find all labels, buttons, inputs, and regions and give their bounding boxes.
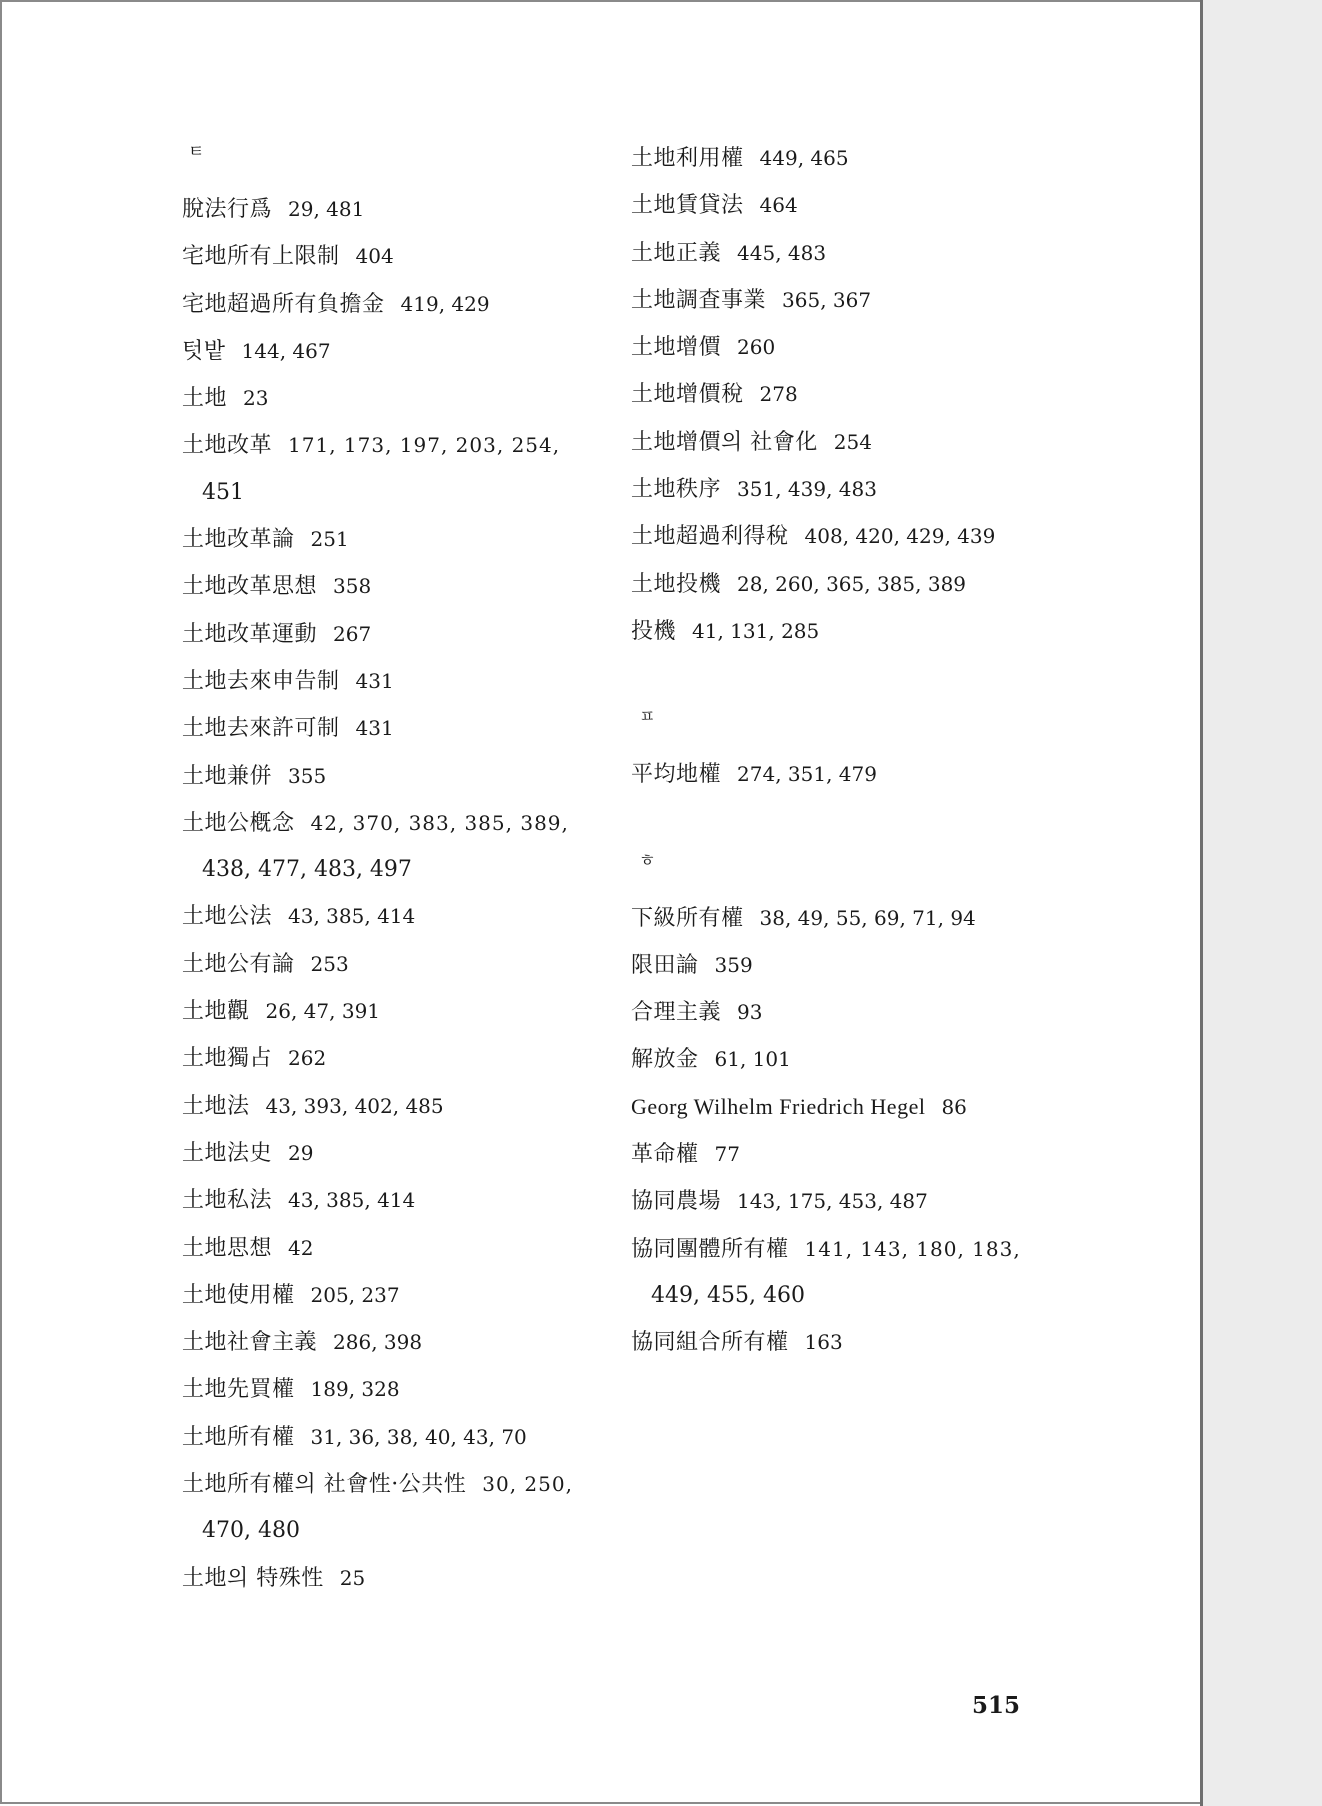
index-entry bbox=[631, 466, 1101, 513]
index-entry bbox=[182, 1083, 602, 1130]
index-entry bbox=[631, 371, 1101, 418]
index-term: 限田論 bbox=[631, 952, 699, 978]
index-term: 協同組合所有權 bbox=[631, 1330, 789, 1356]
index-entry bbox=[631, 989, 1101, 1036]
page-refs: 254 bbox=[833, 429, 872, 454]
page-refs: 286, 398 bbox=[333, 1330, 423, 1355]
index-entry bbox=[182, 988, 602, 1035]
page-refs-continued: 451 bbox=[202, 479, 244, 505]
page-refs-continued: 449, 455, 460 bbox=[651, 1282, 805, 1308]
index-term: 解放金 bbox=[631, 1047, 699, 1073]
index-term: 宅地超過所有負擔金 bbox=[182, 291, 385, 317]
index-entry bbox=[182, 1414, 602, 1461]
index-entry bbox=[182, 1555, 602, 1602]
index-entry bbox=[182, 800, 602, 847]
page-refs: 23 bbox=[243, 386, 269, 411]
index-term: 土地의 特殊性 bbox=[182, 1565, 324, 1591]
index-entry bbox=[182, 941, 602, 988]
index-entry bbox=[182, 233, 602, 280]
index-entry bbox=[631, 135, 1101, 182]
index-term: 土地超過利得稅 bbox=[631, 524, 789, 550]
index-term: 土地思想 bbox=[182, 1235, 273, 1261]
index-term: 土地獨占 bbox=[182, 1046, 273, 1072]
page-refs: 29, 481 bbox=[288, 197, 365, 221]
page-refs: 25 bbox=[339, 1565, 366, 1590]
index-column-left bbox=[182, 142, 602, 1602]
page-refs: 464 bbox=[759, 193, 798, 218]
page-refs: 358 bbox=[333, 574, 372, 599]
index-term: 協同農場 bbox=[631, 1189, 722, 1215]
index-term: 土地先買權 bbox=[182, 1377, 295, 1403]
page-refs: 189, 328 bbox=[310, 1377, 400, 1402]
index-term: 土地 bbox=[182, 386, 228, 412]
index-entry bbox=[631, 277, 1101, 324]
index-entry bbox=[182, 1319, 602, 1366]
index-term: 下級所有權 bbox=[631, 905, 744, 931]
index-term: 土地增價 bbox=[631, 335, 722, 361]
page-refs: 445, 483 bbox=[737, 240, 827, 265]
section-gap bbox=[631, 655, 1101, 707]
index-entry bbox=[182, 186, 602, 233]
index-entry bbox=[631, 419, 1101, 466]
page-refs: 42, 370, 383, 385, 389, bbox=[310, 810, 569, 835]
index-term: 土地使用權 bbox=[182, 1282, 295, 1308]
index-term: 土地秩序 bbox=[631, 477, 722, 503]
index-term: 土地法史 bbox=[182, 1140, 273, 1166]
index-entry bbox=[182, 658, 602, 705]
index-entry bbox=[182, 1177, 602, 1224]
page-refs: 171, 173, 197, 203, 254, bbox=[288, 433, 561, 458]
page-refs: 355 bbox=[288, 763, 327, 788]
page-refs: 253 bbox=[310, 951, 349, 976]
index-term: 土地觀 bbox=[182, 999, 250, 1025]
page-refs: 141, 143, 180, 183, bbox=[804, 1236, 1021, 1261]
page-refs: 351, 439, 483 bbox=[737, 477, 877, 502]
page-refs: 449, 465 bbox=[759, 146, 849, 170]
index-term: 土地正義 bbox=[631, 240, 722, 266]
index-entry bbox=[182, 1366, 602, 1413]
page-refs: 42 bbox=[288, 1235, 314, 1260]
index-term: 土地改革論 bbox=[182, 527, 295, 553]
index-entry bbox=[631, 608, 1101, 655]
page-refs: 278 bbox=[759, 382, 798, 407]
index-term: 投機 bbox=[631, 618, 677, 644]
index-entry bbox=[631, 942, 1101, 989]
index-entry bbox=[631, 324, 1101, 371]
page-refs: 43, 393, 402, 485 bbox=[265, 1093, 444, 1118]
page-refs: 93 bbox=[737, 1000, 763, 1025]
page-refs: 30, 250, bbox=[482, 1472, 573, 1497]
page-refs: 419, 429 bbox=[400, 291, 490, 316]
page-refs-continued: 438, 477, 483, 497 bbox=[202, 857, 412, 883]
index-term: 革命權 bbox=[631, 1142, 699, 1168]
page-refs: 144, 467 bbox=[241, 338, 331, 363]
index-entry bbox=[182, 375, 602, 422]
index-entry bbox=[631, 751, 1101, 798]
page-refs: 61, 101 bbox=[714, 1047, 791, 1072]
index-entry bbox=[631, 561, 1101, 608]
index-entry bbox=[182, 563, 602, 610]
index-entry bbox=[631, 1036, 1101, 1083]
index-term: 土地社會主義 bbox=[182, 1330, 318, 1356]
index-entry bbox=[631, 1131, 1101, 1178]
page-refs: 41, 131, 285 bbox=[692, 618, 820, 643]
page-refs: 431 bbox=[355, 668, 394, 693]
page-refs: 262 bbox=[288, 1046, 327, 1071]
page-refs: 365, 367 bbox=[782, 287, 872, 312]
index-term: 脫法行爲 bbox=[182, 197, 273, 222]
index-entry bbox=[182, 753, 602, 800]
index-term: 土地兼併 bbox=[182, 763, 273, 789]
page-refs: 404 bbox=[355, 244, 394, 269]
page-refs: 431 bbox=[355, 716, 394, 741]
page-refs: 28, 260, 365, 385, 389 bbox=[737, 571, 967, 596]
index-term: 宅地所有上限制 bbox=[182, 244, 340, 270]
index-term: 土地所有權 bbox=[182, 1424, 295, 1450]
page-refs: 359 bbox=[714, 952, 753, 977]
index-entry bbox=[182, 1225, 602, 1272]
index-term: 土地調査事業 bbox=[631, 287, 767, 313]
page-refs: 29 bbox=[288, 1140, 314, 1165]
page-refs: 86 bbox=[941, 1094, 967, 1119]
index-term: 土地利用權 bbox=[631, 146, 744, 171]
index-term: 土地改革運動 bbox=[182, 621, 318, 647]
section-heading-hieut: ㅎ bbox=[639, 850, 656, 871]
section-heading-pieup: ㅍ bbox=[639, 707, 656, 728]
index-entry bbox=[631, 895, 1101, 942]
index-term: 土地增價의 社會化 bbox=[631, 429, 818, 455]
index-entry bbox=[182, 611, 602, 658]
index-entry bbox=[182, 1461, 602, 1508]
page-refs: 251 bbox=[310, 527, 349, 552]
index-entry bbox=[631, 1319, 1101, 1366]
section-heading-tieut: ㅌ bbox=[188, 142, 205, 162]
index-entry bbox=[182, 422, 602, 469]
index-term: 土地增價稅 bbox=[631, 382, 744, 408]
index-entry bbox=[182, 1272, 602, 1319]
page-refs: 43, 385, 414 bbox=[288, 904, 416, 929]
page-refs: 38, 49, 55, 69, 71, 94 bbox=[759, 905, 976, 930]
index-column-right bbox=[631, 135, 1101, 1367]
index-entry bbox=[182, 328, 602, 375]
page-refs: 205, 237 bbox=[310, 1282, 400, 1307]
page-refs: 260 bbox=[737, 335, 776, 360]
index-term: 土地投機 bbox=[631, 571, 722, 597]
page-refs: 143, 175, 453, 487 bbox=[737, 1189, 928, 1214]
index-entry bbox=[182, 281, 602, 328]
index-entry bbox=[631, 1226, 1101, 1273]
page-refs: 31, 36, 38, 40, 43, 70 bbox=[310, 1424, 527, 1449]
index-term: 協同團體所有權 bbox=[631, 1236, 789, 1262]
index-term: 土地私法 bbox=[182, 1188, 273, 1214]
index-entry bbox=[182, 1035, 602, 1082]
index-term: 土地公法 bbox=[182, 904, 273, 930]
page-refs: 267 bbox=[333, 621, 372, 646]
page-refs: 163 bbox=[804, 1330, 843, 1355]
index-term: 텃밭 bbox=[182, 338, 226, 364]
index-entry bbox=[631, 1178, 1101, 1225]
index-term: 土地去來許可制 bbox=[182, 716, 340, 742]
index-term: 土地法 bbox=[182, 1093, 250, 1119]
index-entry bbox=[631, 230, 1101, 277]
page-number: 515 bbox=[972, 1692, 1021, 1719]
section-gap bbox=[631, 799, 1101, 851]
index-term: 土地去來申告制 bbox=[182, 668, 340, 694]
index-term: 土地公槪念 bbox=[182, 810, 295, 836]
index-term: 合理主義 bbox=[631, 1000, 722, 1026]
index-term: 土地改革思想 bbox=[182, 574, 318, 600]
index-entry bbox=[631, 513, 1101, 560]
index-entry bbox=[182, 1130, 602, 1177]
index-entry bbox=[182, 516, 602, 563]
page-refs: 408, 420, 429, 439 bbox=[804, 524, 996, 549]
index-term: 土地所有權의 社會性·公共性 bbox=[182, 1472, 467, 1498]
index-entry bbox=[631, 182, 1101, 229]
index-entry bbox=[182, 893, 602, 940]
index-term: 平均地權 bbox=[631, 762, 722, 788]
index-term: 土地改革 bbox=[182, 433, 273, 459]
index-entry bbox=[631, 1084, 1101, 1131]
index-term: 土地公有論 bbox=[182, 951, 295, 977]
index-term: 土地賃貸法 bbox=[631, 193, 744, 219]
page-refs: 77 bbox=[714, 1142, 740, 1167]
page-refs-continued: 470, 480 bbox=[202, 1518, 300, 1544]
page-refs: 26, 47, 391 bbox=[265, 999, 381, 1024]
index-entry bbox=[182, 705, 602, 752]
page-refs: 43, 385, 414 bbox=[288, 1188, 416, 1213]
viewer-gutter bbox=[1200, 0, 1322, 1806]
index-term: Georg Wilhelm Friedrich Hegel bbox=[631, 1093, 926, 1119]
page-refs: 274, 351, 479 bbox=[737, 762, 877, 787]
